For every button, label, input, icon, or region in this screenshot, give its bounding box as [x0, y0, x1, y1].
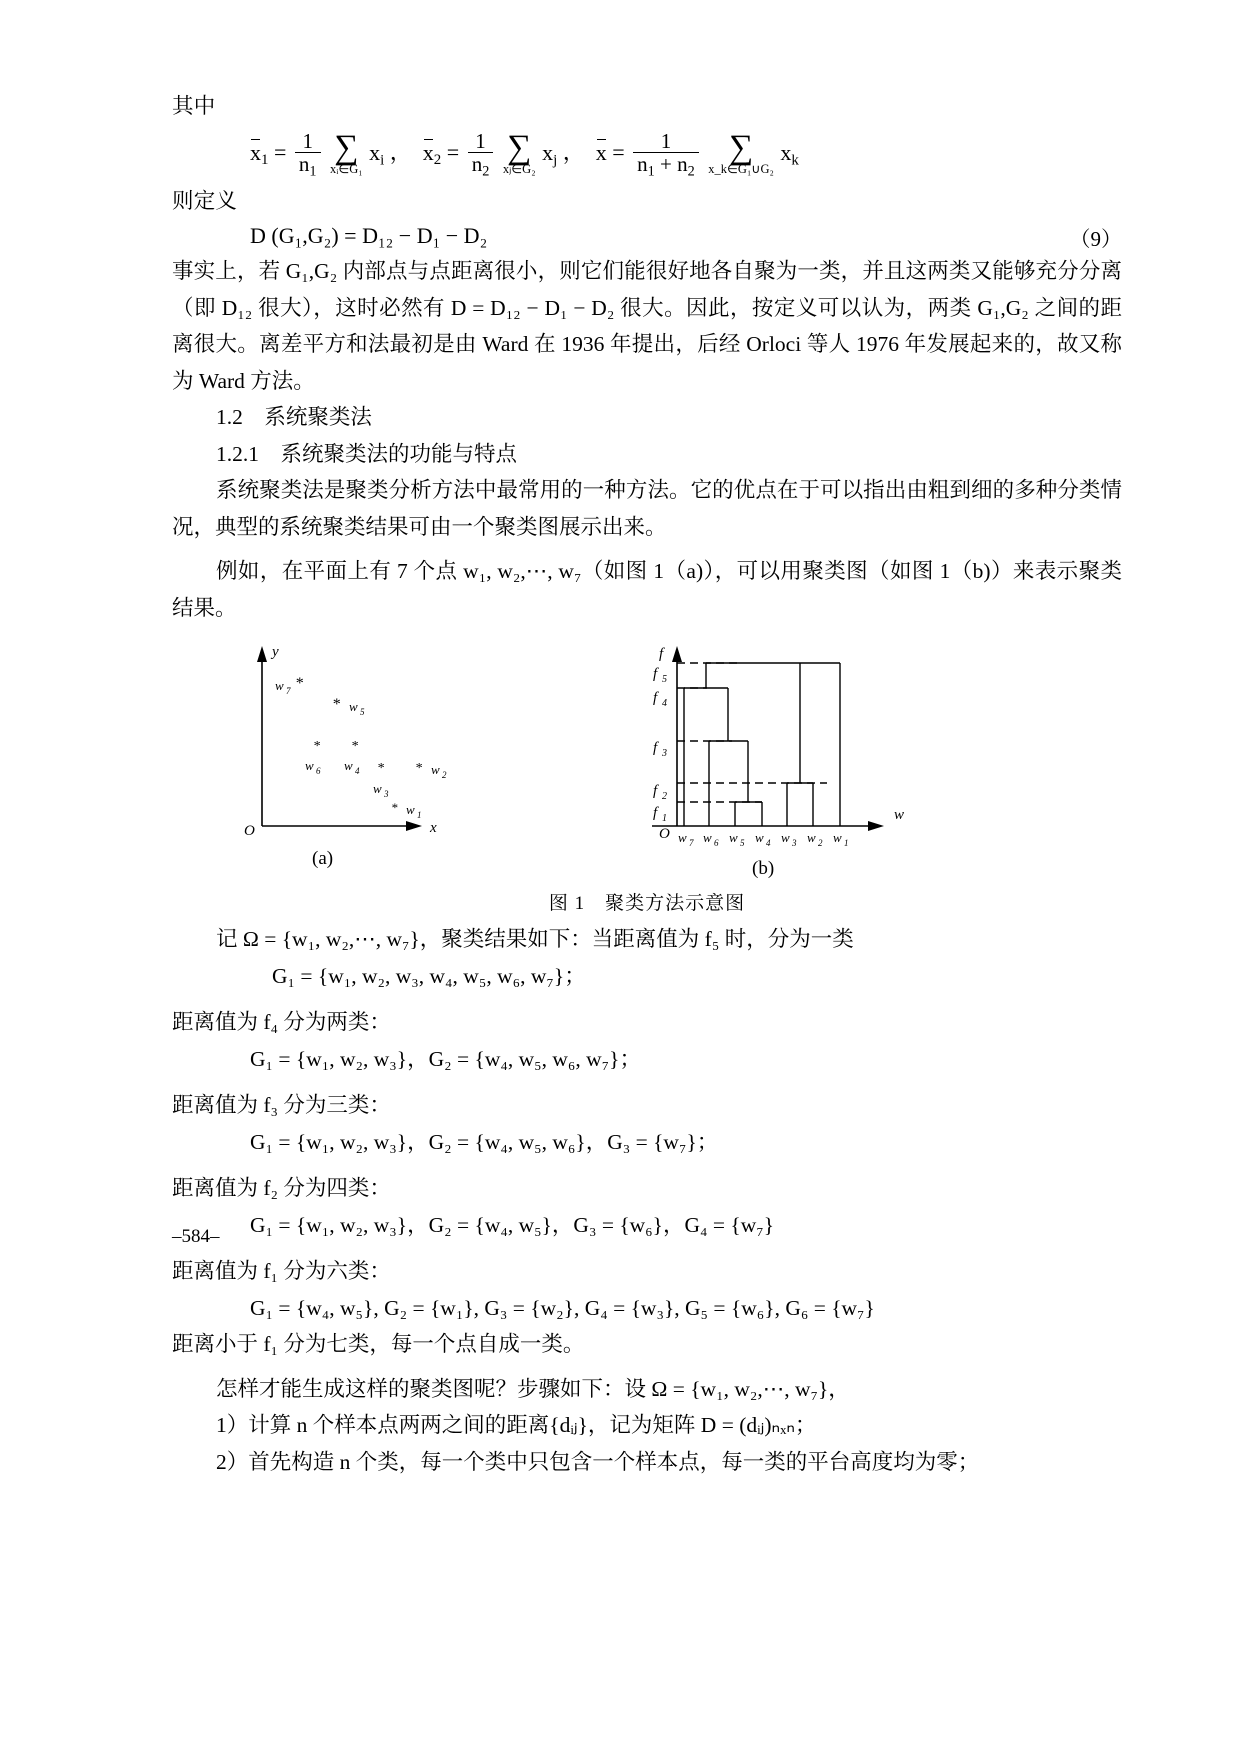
sum-limit-g2: xⱼ∈G₂ — [502, 161, 536, 176]
x-axis-label-a: x — [430, 820, 437, 837]
subcaption-a: (a) — [312, 848, 334, 870]
level-guides-b — [677, 663, 827, 802]
summation-g1: ∑ xᵢ∈G₁ — [330, 128, 363, 176]
fraction-1-over-n1n2: $\frac{1}{n_1 + n_2}$ — [633, 130, 699, 179]
fraction-1-over-n2: $\frac{1}{n_2}$ — [468, 130, 494, 179]
sum-limit-g1: xᵢ∈G₁ — [330, 161, 363, 176]
level-label-f5: f — [653, 666, 658, 683]
point-label-w2-sub: 2 — [442, 770, 447, 781]
marker-w4: * — [351, 739, 358, 755]
point-label-w2: w — [431, 762, 440, 778]
marker-w3: * — [377, 761, 384, 777]
paragraph-example: 例如，在平面上有 7 个点 w₁, w₂,⋯, w₇（如图 1（a)），可以用聚类图（如图 1（b)）来表示聚类结果。 — [172, 559, 1122, 620]
heading-1-2-1: 1.2.1 系统聚类法的功能与特点 — [216, 441, 518, 466]
leaf-label-w4: w — [755, 830, 764, 846]
text-result-f2: G₁ = {w₁, w₂, w₃}，G₂ = {w₄, w₅}，G₃ = {w₆}，G₄ = {w₇} — [250, 1212, 775, 1237]
point-label-w4-sub: 4 — [355, 766, 360, 777]
marker-w5: * — [332, 696, 340, 714]
summation-g2: ∑ xⱼ∈G₂ — [502, 128, 536, 176]
equation-9: D (G₁,G₂) = D₁₂ − D₁ − D₂ （9） — [250, 223, 1122, 252]
page-content — [172, 88, 1122, 1480]
point-label-w6: w — [305, 758, 314, 774]
mean-x-symbol: x — [595, 139, 607, 165]
origin-label-b: O — [659, 826, 670, 843]
leaf-label-w3-sub: 3 — [792, 838, 797, 849]
page-number: –584– — [172, 1226, 220, 1247]
scatter-points-a — [275, 675, 447, 820]
mean-x2-symbol: x — [422, 139, 434, 165]
summation-union: ∑ x_k∈G₁∪G₂ — [708, 128, 774, 176]
point-label-w7-sub: 7 — [286, 686, 291, 697]
text-result-f1: G₁ = {w₄, w₅}, G₂ = {w₁}, G₃ = {w₂}, G₄ = {w₃}, G₅ = {w₆}, G₆ = {w₇} — [250, 1295, 875, 1320]
x-axis-arrowhead-a — [406, 821, 422, 831]
text-seven-classes: 距离小于 f₁ 分为七类，每一个点自成一类。 — [172, 1332, 585, 1357]
f-axis-arrowhead-b — [672, 646, 682, 662]
leaf-label-w7: w — [678, 830, 687, 846]
point-label-w7: w — [275, 678, 284, 694]
leaf-label-w1: w — [833, 830, 842, 846]
paragraph-shishishang: 事实上，若 G₁,G₂ 内部点与点距离很小，则它们能很好地各自聚为一类，并且这两类又能够充分分离（即 D₁₂ 很大），这时必然有 D = D₁₂ − D₁ − D₂ 很大。因此，按定义可以认为，两类 G₁,G₂ 之间的距离很大。离差平方和法最初是由 Ward 在 1936 年提出，后经 Orloci 等人 1976 年发展起来的，故又称为 Ward 方法。 — [172, 259, 1122, 393]
leaf-label-w7-sub: 7 — [689, 838, 694, 849]
leaf-label-w6: w — [703, 830, 712, 846]
y-axis-label-a: y — [272, 644, 279, 661]
leaf-label-w5-sub: 5 — [740, 838, 745, 849]
level-label-f3-sub: 3 — [662, 748, 667, 760]
point-label-w4: w — [344, 758, 353, 774]
marker-w6: * — [313, 739, 320, 755]
leaf-labels-b — [678, 830, 849, 848]
text-howto: 怎样才能生成这样的聚类图呢？步骤如下：设 Ω = {w₁, w₂,⋯, w₇}， — [216, 1376, 850, 1401]
figure-1 — [172, 636, 1122, 880]
term-xj: $x_j$ — [542, 139, 558, 169]
label-f1: 距离值为 f₁ 分为六类： — [172, 1259, 391, 1284]
leaf-label-w6-sub: 6 — [714, 838, 719, 849]
point-label-w5-sub: 5 — [360, 707, 365, 718]
paragraph-features: 系统聚类法是聚类分析方法中最常用的一种方法。它的优点在于可以指出由粗到细的多种分类情况，典型的系统聚类结果可由一个聚类图展示出来。 — [172, 478, 1122, 539]
level-label-f2: f — [653, 783, 658, 800]
level-label-f2-sub: 2 — [662, 791, 667, 803]
point-label-w6-sub: 6 — [316, 766, 321, 777]
w-axis-arrowhead-b — [868, 821, 884, 831]
level-label-f4-sub: 4 — [662, 698, 667, 710]
text-result-f3: G₁ = {w₁, w₂, w₃}，G₂ = {w₄, w₅, w₆}，G₃ = {w₇}； — [250, 1129, 719, 1154]
term-xi: $x_i$ — [369, 139, 385, 169]
point-label-w5: w — [349, 699, 358, 715]
level-label-f4: f — [653, 690, 658, 707]
text-result-g1-all: G₁ = {w₁, w₂, w₃, w₄, w₅, w₆, w₇}； — [272, 963, 586, 988]
leaf-label-w5: w — [729, 830, 738, 846]
figure-1-caption: 图 1 聚类方法示意图 — [548, 893, 746, 915]
equation-9-lhs: D (G₁,G₂) — [250, 223, 339, 249]
w-axis-label-b: w — [894, 807, 905, 824]
equation-means: $x_1$ = $\frac{1}{n_1}$ ∑ xᵢ∈G₁ $x_i$ ， $x_2$ = $\frac{1}{n_2}$ ∑ xⱼ∈G₂ $x_j$ ， x = $\frac{1}{n_1 + n_2}$ ∑ x_k∈G₁∪G₂ $x_k$ — [250, 128, 799, 180]
level-label-f3: f — [653, 740, 658, 757]
text-step-1: 1）计算 n 个样本点两两之间的距离{dᵢⱼ}，记为矩阵 D = (dᵢⱼ)ₙₓₙ； — [216, 1413, 817, 1438]
level-label-f5-sub: 5 — [662, 674, 667, 686]
origin-label-a: O — [244, 823, 255, 840]
level-label-f1: f — [653, 805, 658, 822]
figure-1-svg — [172, 636, 1122, 866]
leaf-label-w3: w — [781, 830, 790, 846]
text-step-2: 2）首先构造 n 个类，每一个类中只包含一个样本点，每一类的平台高度均为零； — [216, 1449, 980, 1474]
term-xk: $x_k$ — [780, 139, 799, 169]
leaf-label-w2-sub: 2 — [818, 838, 823, 849]
text-result-intro: 记 Ω = {w₁, w₂,⋯, w₇}，聚类结果如下：当距离值为 f₅ 时，分为一类 — [216, 927, 854, 952]
marker-w2: * — [415, 761, 422, 777]
equation-9-number: （9） — [1069, 227, 1122, 252]
fraction-1-over-n1: $\frac{1}{n_1}$ — [295, 130, 321, 179]
level-labels-b — [653, 666, 667, 824]
f-axis-label-b: f — [659, 646, 664, 663]
equation-9-rhs: D₁₂ − D₁ − D₂ — [362, 223, 488, 249]
point-label-w3-sub: 3 — [384, 789, 389, 800]
marker-w7: * — [295, 675, 303, 693]
label-f2: 距离值为 f₂ 分为四类： — [172, 1176, 391, 1201]
point-label-w1-sub: 1 — [417, 810, 422, 821]
leaf-label-w4-sub: 4 — [766, 838, 771, 849]
leaf-label-w2: w — [807, 830, 816, 846]
scatter-plot-a — [244, 644, 447, 839]
text-zedingyi: 则定义 — [172, 189, 238, 214]
dendrogram-merges-b — [684, 663, 840, 802]
label-f4: 距离值为 f₄ 分为两类： — [172, 1010, 391, 1035]
dendrogram-b — [652, 646, 904, 848]
subcaption-b: (b) — [752, 858, 775, 880]
text-result-f4: G₁ = {w₁, w₂, w₃}，G₂ = {w₄, w₅, w₆, w₇}； — [250, 1046, 641, 1071]
sum-limit-union: x_k∈G₁∪G₂ — [708, 161, 774, 176]
mean-x1-symbol: x — [250, 139, 261, 165]
leaf-label-w1-sub: 1 — [844, 838, 849, 849]
point-label-w3: w — [373, 781, 382, 797]
heading-1-2: 1.2 系统聚类法 — [216, 405, 372, 430]
y-axis-arrowhead-a — [257, 646, 267, 662]
label-f3: 距离值为 f₃ 分为三类： — [172, 1093, 391, 1118]
text-qizhong: 其中 — [172, 94, 216, 118]
point-label-w1: w — [406, 802, 415, 818]
marker-w1: * — [391, 800, 398, 816]
level-label-f1-sub: 1 — [662, 813, 667, 825]
